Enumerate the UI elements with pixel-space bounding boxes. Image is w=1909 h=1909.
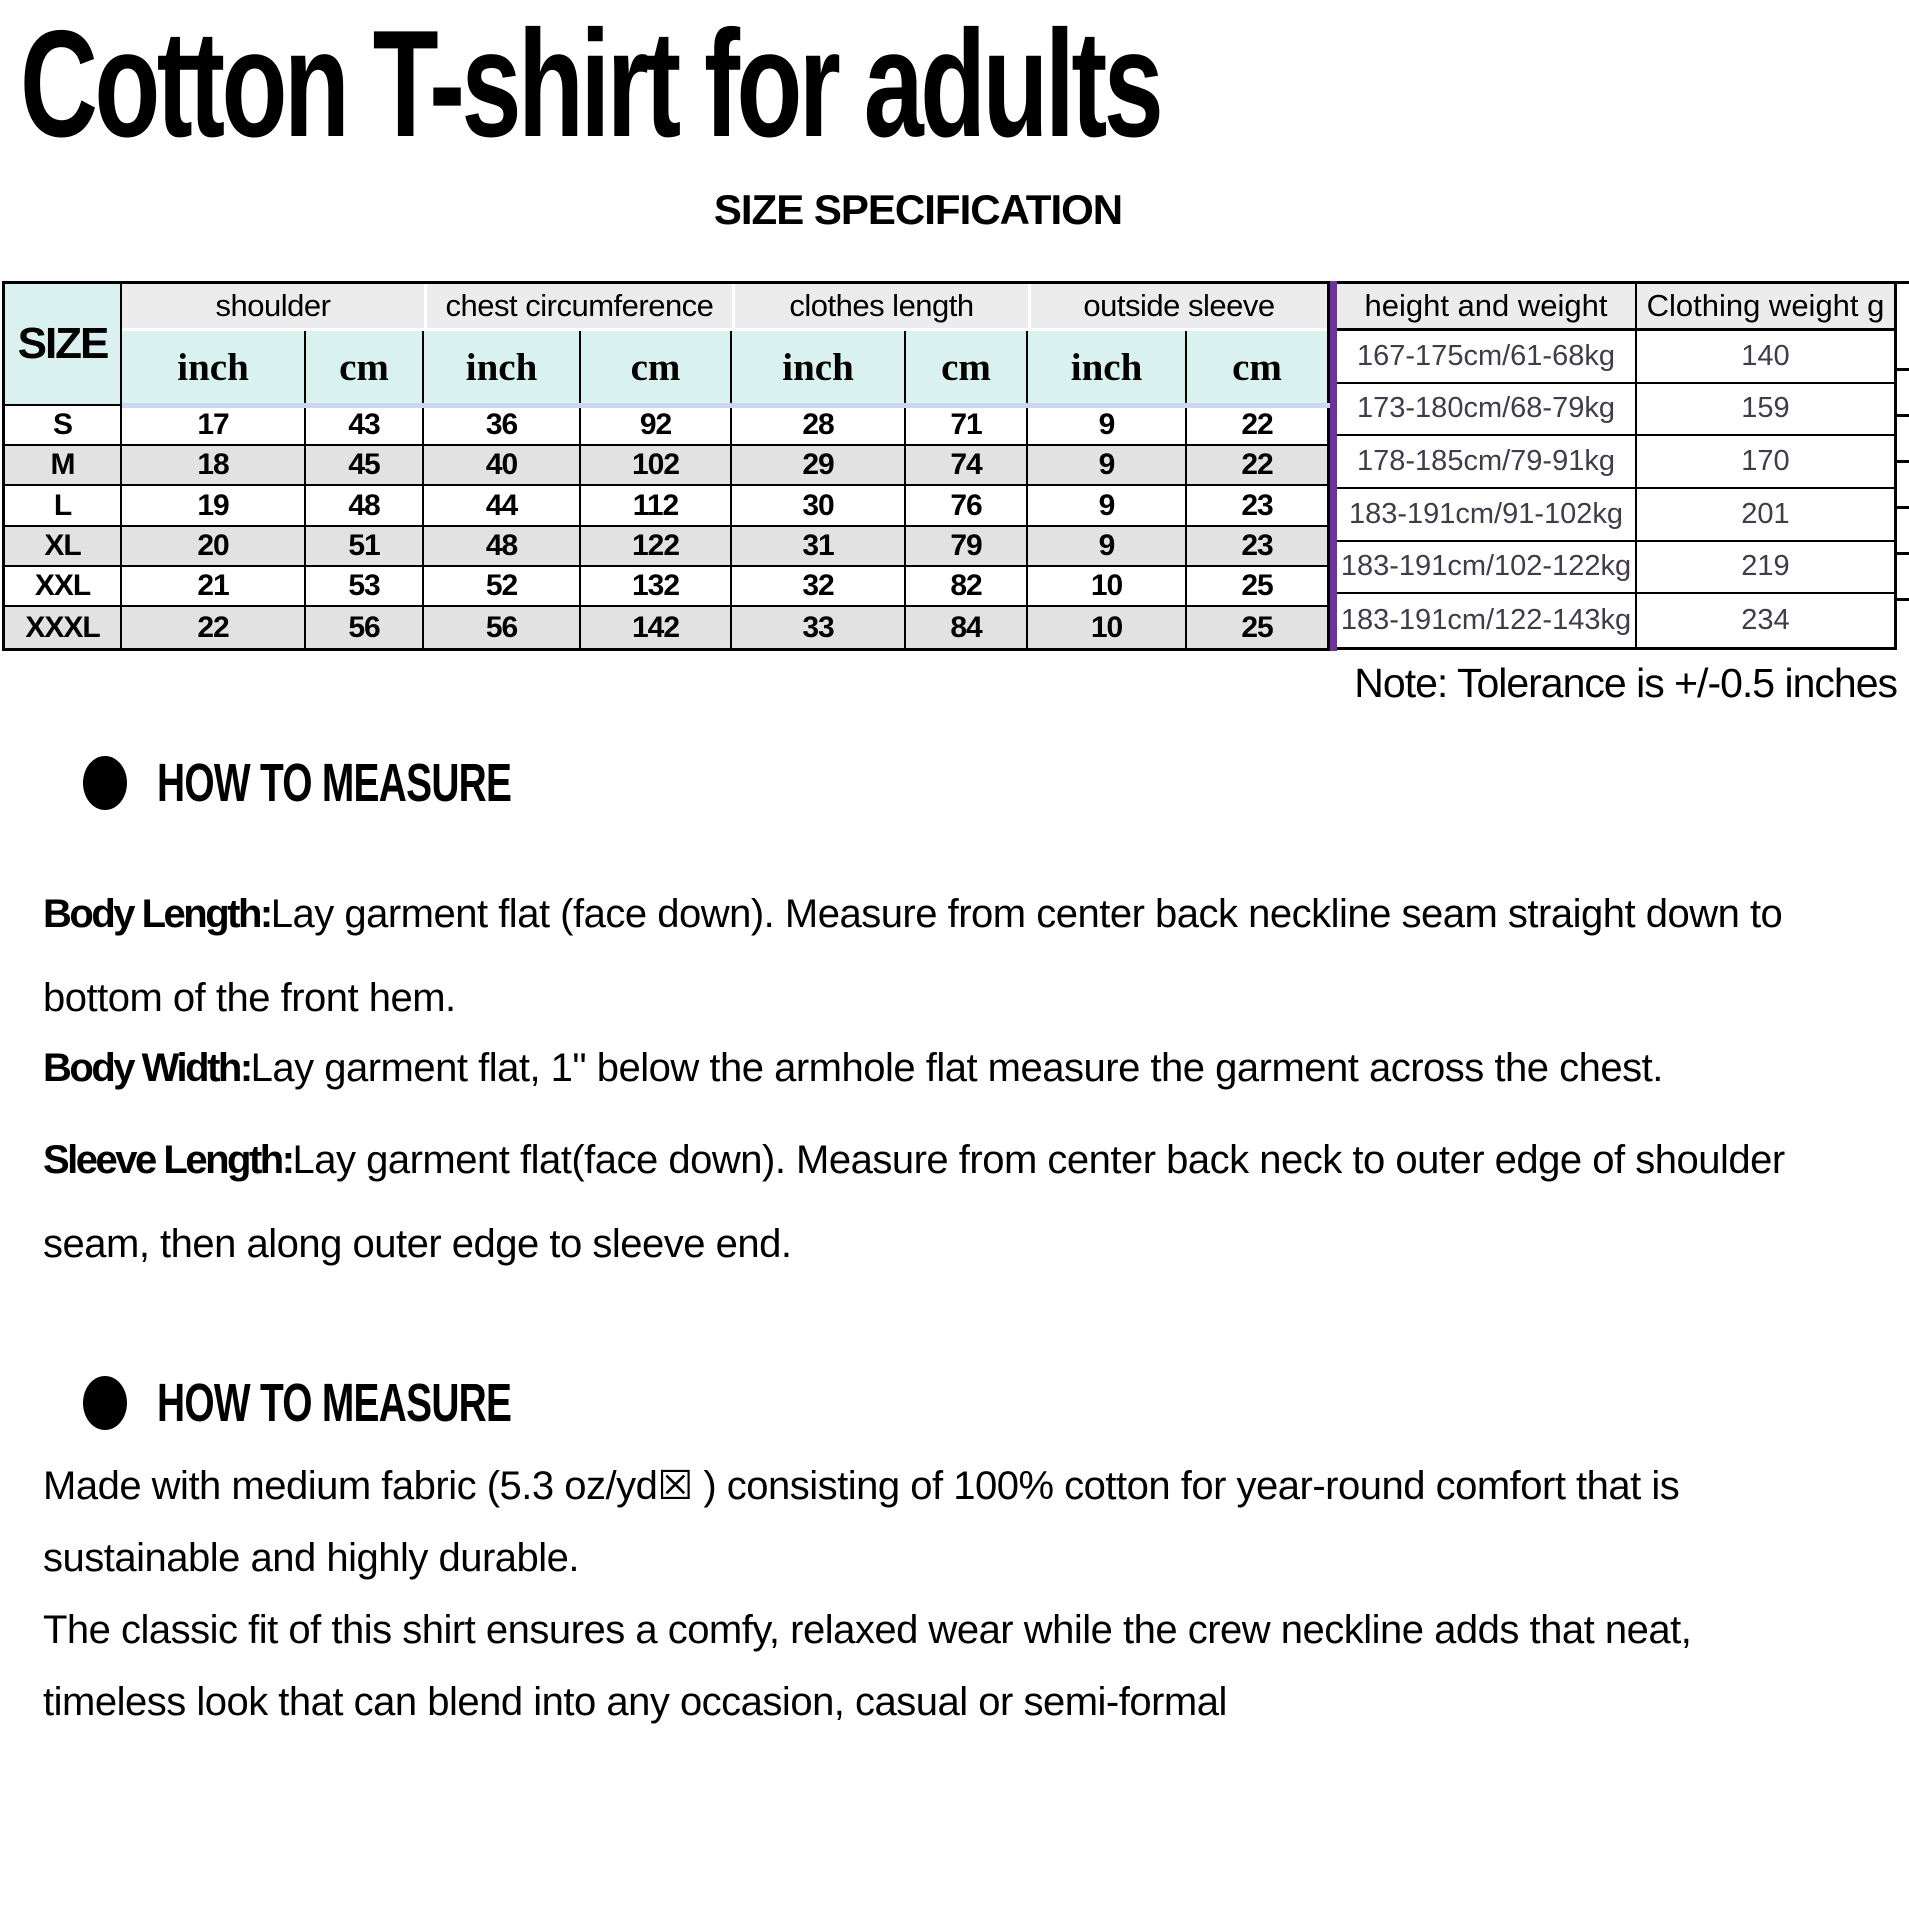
- value-cell: 44: [424, 486, 581, 527]
- fit-header-clothing-weight: Clothing weight g: [1637, 284, 1894, 331]
- value-cell: 17: [122, 406, 306, 446]
- fit-height-weight-cell: 183-191cm/122-143kg: [1337, 594, 1637, 647]
- fit-clothing-weight-cell: 170: [1637, 436, 1894, 489]
- fit-clothing-weight-cell: 219: [1637, 542, 1894, 595]
- paragraph-label: Body Width:: [43, 1046, 251, 1090]
- value-cell: 132: [581, 567, 732, 607]
- table-divider: [1330, 281, 1337, 651]
- fit-clothing-weight-cell: 159: [1637, 384, 1894, 437]
- paragraph-label: Body Length:: [43, 892, 271, 936]
- value-cell: 142: [581, 607, 732, 648]
- group-header-shoulder: shoulder: [122, 284, 424, 331]
- value-cell: 40: [424, 446, 581, 486]
- value-cell: 74: [906, 446, 1028, 486]
- value-cell: 53: [306, 567, 424, 607]
- bullet-icon: [83, 1376, 127, 1430]
- value-cell: 102: [581, 446, 732, 486]
- unit-header: inch: [424, 331, 581, 406]
- value-cell: 23: [1187, 527, 1327, 567]
- value-cell: 29: [732, 446, 906, 486]
- value-cell: 18: [122, 446, 306, 486]
- instruction-paragraph: Sleeve Length:Lay garment flat(face down). Measure from center back neck to outer edge of shoulder seam, then along outer edge to sleeve end.: [43, 1138, 1785, 1266]
- instruction-paragraph: The classic fit of this shirt ensures a comfy, relaxed wear while the crew neckline adds that neat, timeless look that can blend into any occasion, casual or semi-formal: [43, 1608, 1692, 1724]
- value-cell: 36: [424, 406, 581, 446]
- edge-tick: [1897, 460, 1909, 463]
- size-specification-subtitle: SIZE SPECIFICATION: [713, 186, 1123, 233]
- fit-height-weight-cell: 167-175cm/61-68kg: [1337, 331, 1637, 384]
- value-cell: 22: [1187, 446, 1327, 486]
- group-header-chest-circumference: chest circumference: [424, 284, 732, 331]
- edge-tick: [1897, 506, 1909, 509]
- value-cell: 32: [732, 567, 906, 607]
- instruction-paragraph: Body Length:Lay garment flat (face down). Measure from center back neckline seam straight down to bottom of the front hem.: [43, 892, 1783, 1020]
- size-label-cell: L: [5, 486, 122, 527]
- value-cell: 25: [1187, 567, 1327, 607]
- size-column-header: SIZE: [5, 284, 122, 406]
- unit-header: inch: [122, 331, 306, 406]
- unit-header: cm: [306, 331, 424, 406]
- size-label-cell: XXL: [5, 567, 122, 607]
- unit-header: inch: [1028, 331, 1187, 406]
- value-cell: 31: [732, 527, 906, 567]
- value-cell: 43: [306, 406, 424, 446]
- value-cell: 9: [1028, 406, 1187, 446]
- unit-header: inch: [732, 331, 906, 406]
- edge-tick: [1897, 281, 1909, 284]
- how-to-measure-heading-2: [83, 1372, 649, 1434]
- value-cell: 9: [1028, 486, 1187, 527]
- page-title: Cotton T-shirt for adults: [20, 0, 1161, 169]
- header-underline: [122, 403, 1330, 408]
- value-cell: 71: [906, 406, 1028, 446]
- value-cell: 30: [732, 486, 906, 527]
- edge-tick: [1897, 552, 1909, 555]
- value-cell: 79: [906, 527, 1028, 567]
- group-header-clothes-length: clothes length: [732, 284, 1028, 331]
- value-cell: 56: [424, 607, 581, 648]
- value-cell: 52: [424, 567, 581, 607]
- value-cell: 10: [1028, 607, 1187, 648]
- fit-header-height-weight: height and weight: [1337, 284, 1637, 331]
- value-cell: 23: [1187, 486, 1327, 527]
- size-label-cell: XL: [5, 527, 122, 567]
- size-label-cell: S: [5, 406, 122, 446]
- value-cell: 45: [306, 446, 424, 486]
- value-cell: 56: [306, 607, 424, 648]
- value-cell: 10: [1028, 567, 1187, 607]
- value-cell: 48: [424, 527, 581, 567]
- edge-tick: [1897, 598, 1909, 601]
- section-heading-text: HOW TO MEASURE: [157, 753, 512, 813]
- fit-clothing-weight-cell: 201: [1637, 489, 1894, 542]
- tolerance-note: Note: Tolerance is +/-0.5 inches: [1354, 660, 1897, 706]
- value-cell: 76: [906, 486, 1028, 527]
- unit-header: cm: [906, 331, 1028, 406]
- fit-clothing-weight-cell: 234: [1741, 604, 1790, 637]
- value-cell: 84: [906, 607, 1028, 648]
- value-cell: 20: [122, 527, 306, 567]
- value-cell: 48: [306, 486, 424, 527]
- edge-tick: [1897, 414, 1909, 417]
- value-cell: 112: [581, 486, 732, 527]
- size-specification-table: [2, 281, 1330, 651]
- value-cell: 92: [581, 406, 732, 446]
- value-cell: 22: [1187, 406, 1327, 446]
- value-cell: 25: [1187, 607, 1327, 648]
- value-cell: 33: [732, 607, 906, 648]
- section-heading-text: HOW TO MEASURE: [157, 1373, 512, 1433]
- value-cell: 28: [732, 406, 906, 446]
- fit-height-weight-cell: 178-185cm/79-91kg: [1337, 436, 1637, 489]
- instruction-paragraph: Made with medium fabric (5.3 oz/yd☒ ) consisting of 100% cotton for year-round comfort that is sustainable and highly durable.: [43, 1464, 1680, 1580]
- value-cell: 22: [122, 607, 306, 648]
- edge-tick: [1897, 368, 1909, 371]
- value-cell: 51: [306, 527, 424, 567]
- value-cell: 21: [122, 567, 306, 607]
- size-label-cell: XXXL: [5, 607, 122, 648]
- value-cell: 9: [1028, 446, 1187, 486]
- value-cell: 19: [122, 486, 306, 527]
- fit-height-weight-cell: 173-180cm/68-79kg: [1337, 384, 1637, 437]
- unit-header: cm: [581, 331, 732, 406]
- fit-height-weight-cell: 183-191cm/102-122kg: [1337, 542, 1637, 595]
- bullet-icon: [83, 756, 127, 810]
- paragraph-label: Sleeve Length:: [43, 1138, 293, 1182]
- instruction-paragraph: Body Width:Lay garment flat, 1" below the armhole flat measure the garment across the chest.: [43, 1046, 1663, 1090]
- height-weight-table: [1337, 281, 1897, 650]
- value-cell: 82: [906, 567, 1028, 607]
- value-cell: 122: [581, 527, 732, 567]
- fit-clothing-weight-cell: 140: [1637, 331, 1894, 384]
- how-to-measure-heading-1: [83, 752, 649, 814]
- size-label-cell: M: [5, 446, 122, 486]
- fit-height-weight-cell: 183-191cm/91-102kg: [1337, 489, 1637, 542]
- group-header-outside-sleeve: outside sleeve: [1028, 284, 1327, 331]
- value-cell: 9: [1028, 527, 1187, 567]
- unit-header: cm: [1187, 331, 1327, 406]
